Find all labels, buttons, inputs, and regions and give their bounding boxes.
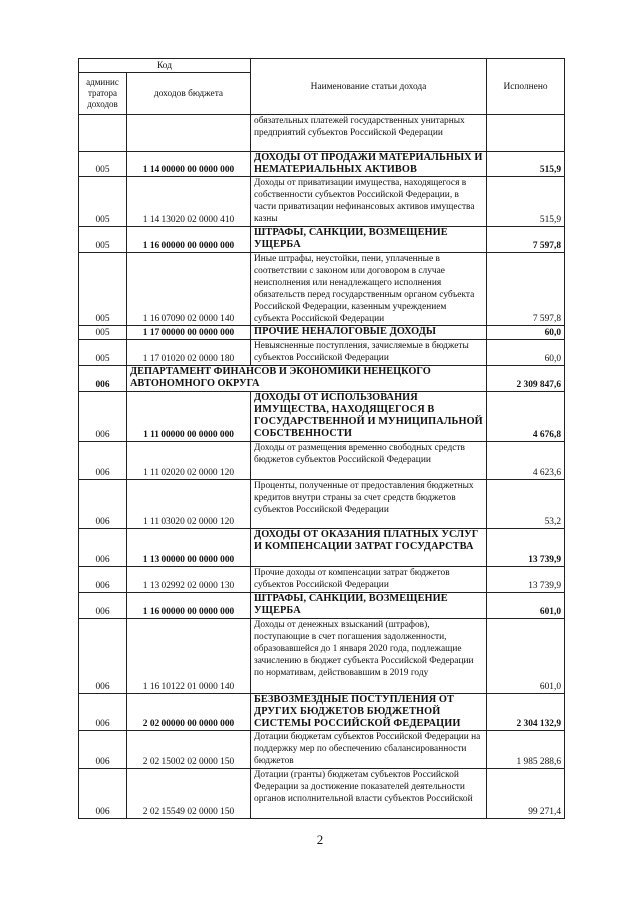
item-name: Прочие доходы от компенсации затрат бюджетов субъектов Российской Федерации — [251, 567, 487, 593]
admin-code: 006 — [79, 769, 127, 819]
table-row — [79, 152, 565, 177]
item-amount: 7 597,8 — [487, 253, 565, 326]
item-amount: 515,9 — [487, 152, 565, 177]
item-amount: 60,0 — [487, 326, 565, 340]
item-amount: 7 597,8 — [487, 227, 565, 253]
item-amount: 4 676,8 — [487, 392, 565, 442]
item-amount: 601,0 — [487, 619, 565, 694]
item-amount: 60,0 — [487, 340, 565, 366]
budget-code-column-header: доходов бюджета — [127, 73, 251, 115]
item-name: ПРОЧИЕ НЕНАЛОГОВЫЕ ДОХОДЫ — [251, 326, 487, 340]
budget-code: 1 11 03020 02 0000 120 — [127, 480, 251, 529]
item-amount: 13 739,9 — [487, 529, 565, 567]
item-name: ШТРАФЫ, САНКЦИИ, ВОЗМЕЩЕНИЕ УЩЕРБА — [251, 593, 487, 619]
table-row — [79, 177, 565, 227]
budget-code: 2 02 00000 00 0000 000 — [127, 694, 251, 731]
budget-code: 1 16 07090 02 0000 140 — [127, 253, 251, 326]
budget-code: 1 11 00000 00 0000 000 — [127, 392, 251, 442]
revenue-table — [78, 58, 565, 819]
item-name: Доходы от денежных взысканий (штрафов), поступающие в счет погашения задолженности, образовавшейся до 1 января 2020 года, подлежащие зачислению в бюджет субъекта Российской Федерации по нормативам, действовавшим в 2019 году — [251, 619, 487, 694]
budget-code: 1 11 02020 02 0000 120 — [127, 442, 251, 480]
admin-code: 006 — [79, 731, 127, 769]
amount-column-header: Исполнено — [487, 59, 565, 115]
budget-code: 1 16 00000 00 0000 000 — [127, 593, 251, 619]
budget-code: 1 17 00000 00 0000 000 — [127, 326, 251, 340]
admin-code: 006 — [79, 529, 127, 567]
budget-code: 1 16 00000 00 0000 000 — [127, 227, 251, 253]
item-name: ШТРАФЫ, САНКЦИИ, ВОЗМЕЩЕНИЕ УЩЕРБА — [251, 227, 487, 253]
item-name: Проценты, полученные от предоставления бюджетных кредитов внутри страны за счет средств бюджетов субъектов Российской Федерации — [251, 480, 487, 529]
admin-code: 006 — [79, 442, 127, 480]
table-row — [79, 567, 565, 593]
item-name: Дотации (гранты) бюджетам субъектов Российской Федерации за достижение показателей деятельности органов исполнительной власти субъектов Российской — [251, 769, 487, 819]
table-row — [79, 227, 565, 253]
item-amount: 4 623,6 — [487, 442, 565, 480]
table-row — [79, 115, 565, 152]
table-row — [79, 366, 565, 392]
item-name: Невыясненные поступления, зачисляемые в бюджеты субъектов Российской Федерации — [251, 340, 487, 366]
budget-code: 1 16 10122 01 0000 140 — [127, 619, 251, 694]
item-name: БЕЗВОЗМЕЗДНЫЕ ПОСТУПЛЕНИЯ ОТ ДРУГИХ БЮДЖЕТОВ БЮДЖЕТНОЙ СИСТЕМЫ РОССИЙСКОЙ ФЕДЕРАЦИИ — [251, 694, 487, 731]
admin-code: 006 — [79, 619, 127, 694]
admin-code: 005 — [79, 177, 127, 227]
item-name: Дотации бюджетам субъектов Российской Федерации на поддержку мер по обеспечению сбалансированности бюджетов — [251, 731, 487, 769]
item-name: Доходы от приватизации имущества, находящегося в собственности субъектов Российской Федерации, в части приватизации нефинансовых активов имущества казны — [251, 177, 487, 227]
table-row — [79, 619, 565, 694]
table-row — [79, 392, 565, 442]
admin-code: 005 — [79, 152, 127, 177]
admin-code: 006 — [79, 694, 127, 731]
table-row — [79, 340, 565, 366]
code-group-header: Код — [79, 59, 251, 73]
name-column-header: Наименование статьи дохода — [251, 59, 487, 115]
item-name: ДОХОДЫ ОТ ОКАЗАНИЯ ПЛАТНЫХ УСЛУГ И КОМПЕНСАЦИИ ЗАТРАТ ГОСУДАРСТВА — [251, 529, 487, 567]
admin-code — [79, 115, 127, 152]
budget-code: 2 02 15549 02 0000 150 — [127, 769, 251, 819]
page-number: 2 — [316, 832, 324, 847]
item-name: обязательных платежей государственных унитарных предприятий субъектов Российской Федерации — [251, 115, 487, 152]
item-name: ДОХОДЫ ОТ ИСПОЛЬЗОВАНИЯ ИМУЩЕСТВА, НАХОДЯЩЕГОСЯ В ГОСУДАРСТВЕННОЙ И МУНИЦИПАЛЬНОЙ СОБСТВЕННОСТИ — [251, 392, 487, 442]
admin-code: 006 — [79, 366, 127, 392]
budget-code: 1 14 13020 02 0000 410 — [127, 177, 251, 227]
admin-code: 005 — [79, 340, 127, 366]
table-row — [79, 769, 565, 819]
item-amount: 2 309 847,6 — [487, 366, 565, 392]
table-row — [79, 731, 565, 769]
table-row — [79, 253, 565, 326]
table-row — [79, 442, 565, 480]
item-amount: 13 739,9 — [487, 567, 565, 593]
admin-code: 005 — [79, 253, 127, 326]
item-name: Доходы от размещения временно свободных средств бюджетов субъектов Российской Федерации — [251, 442, 487, 480]
budget-code: 2 02 15002 02 0000 150 — [127, 731, 251, 769]
item-amount — [487, 115, 565, 152]
table-row — [79, 326, 565, 340]
admin-column-header: админис тратора доходов — [79, 73, 127, 115]
item-amount: 53,2 — [487, 480, 565, 529]
item-amount: 2 304 132,9 — [487, 694, 565, 731]
item-amount: 515,9 — [487, 177, 565, 227]
department-name: ДЕПАРТАМЕНТ ФИНАНСОВ И ЭКОНОМИКИ НЕНЕЦКОГО АВТОНОМНОГО ОКРУГА — [127, 366, 487, 392]
table-row — [79, 694, 565, 731]
admin-code: 006 — [79, 392, 127, 442]
item-name: ДОХОДЫ ОТ ПРОДАЖИ МАТЕРИАЛЬНЫХ И НЕМАТЕРИАЛЬНЫХ АКТИВОВ — [251, 152, 487, 177]
budget-code: 1 17 01020 02 0000 180 — [127, 340, 251, 366]
admin-code: 006 — [79, 567, 127, 593]
item-amount: 601,0 — [487, 593, 565, 619]
budget-code: 1 13 02992 02 0000 130 — [127, 567, 251, 593]
table-row — [79, 529, 565, 567]
admin-code: 006 — [79, 480, 127, 529]
admin-code: 005 — [79, 227, 127, 253]
table-row — [79, 480, 565, 529]
admin-code: 005 — [79, 326, 127, 340]
item-amount: 99 271,4 — [487, 769, 565, 819]
admin-code: 006 — [79, 593, 127, 619]
table-row — [79, 593, 565, 619]
budget-code — [127, 115, 251, 152]
item-amount: 1 985 288,6 — [487, 731, 565, 769]
budget-code: 1 14 00000 00 0000 000 — [127, 152, 251, 177]
item-name: Иные штрафы, неустойки, пени, уплаченные в соответствии с законом или договором в случае неисполнения или ненадлежащего исполнения обязательств перед государственным органом субъекта Российской Федерации, казенным учреждением субъекта Российской Федерации — [251, 253, 487, 326]
budget-code: 1 13 00000 00 0000 000 — [127, 529, 251, 567]
